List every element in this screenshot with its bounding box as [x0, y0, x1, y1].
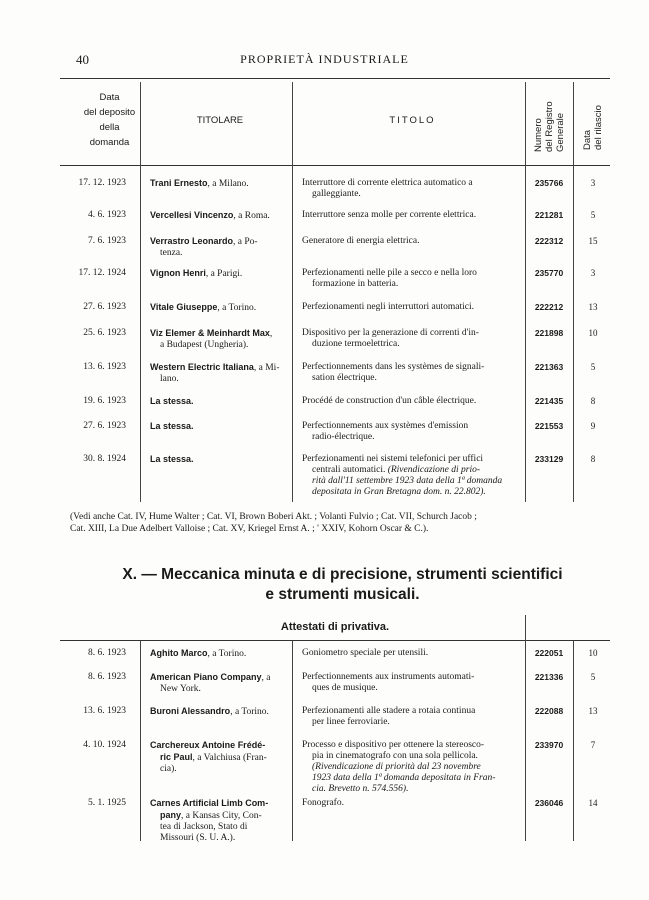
header-bottom-rule: [60, 165, 610, 166]
column-divider: [140, 82, 141, 502]
section-heading: X. — Meccanica minuta e di precisione, strumenti scientifici e strumenti musicali.: [122, 566, 563, 603]
column-divider: [573, 82, 574, 502]
table2-top-rule: [60, 640, 610, 641]
column-header-number: Numero del Registro Generale: [533, 101, 566, 152]
column-divider: [292, 641, 293, 841]
column-header-title: TITOLO: [389, 115, 436, 126]
column-header-date: Data del deposito della domanda: [83, 92, 136, 148]
column-header-release: Data del rilascio: [582, 105, 604, 150]
column-divider: [573, 641, 574, 841]
column-divider: [525, 82, 526, 502]
column-divider: [525, 615, 526, 841]
running-title: PROPRIETÀ INDUSTRIALE: [240, 52, 409, 66]
column-divider: [292, 82, 293, 502]
see-also-note: (Vedi anche Cat. IV, Hume Walter ; Cat. VI, Brown Boberi Akt. ; Volanti Fulvio ; Cat. VII, Schurch Jacob ; Cat. XIII, La Due Adelbert Valloise ; Cat. XV, Kriegel Ernst A. ; ' XXIV, Kohorn Oscar & C.).: [70, 512, 477, 534]
column-divider: [140, 641, 141, 841]
column-header-holder: TITOLARE: [196, 115, 244, 126]
page-number: 40: [76, 52, 89, 67]
header-top-rule: [60, 78, 610, 79]
subheading: Attestati di privativa.: [280, 621, 390, 633]
